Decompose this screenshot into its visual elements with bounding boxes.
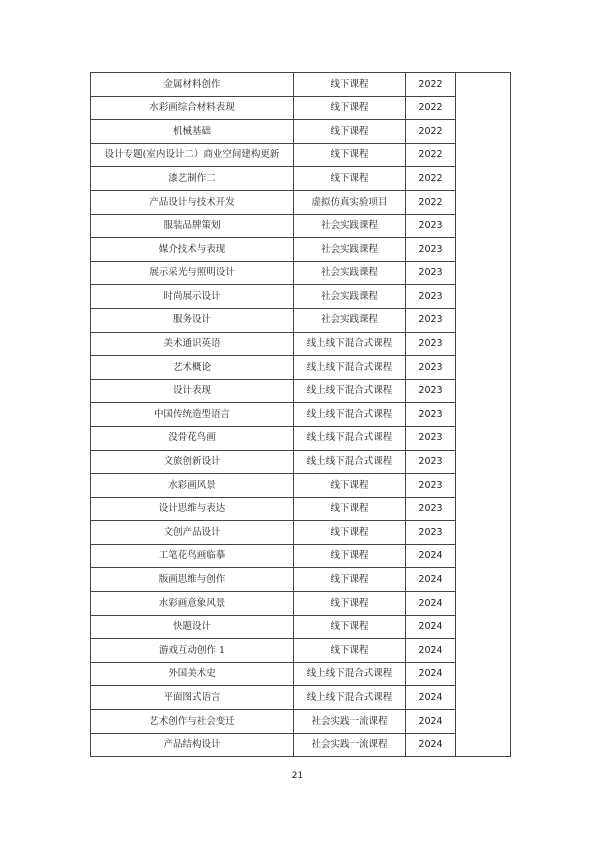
table-row — [91, 662, 511, 686]
course-type-cell: 社会实践一流课程 — [294, 710, 406, 734]
course-year-cell: 2024 — [406, 733, 456, 757]
merged-empty-cell — [456, 73, 511, 757]
course-name-cell: 文创产品设计 — [91, 521, 294, 545]
course-name-cell: 艺术创作与社会变迁 — [91, 710, 294, 734]
course-name-cell: 水彩画综合材料表现 — [91, 96, 294, 120]
course-year-cell: 2023 — [406, 521, 456, 545]
course-year-cell: 2023 — [406, 426, 456, 450]
table-row — [91, 96, 511, 120]
table-row — [91, 167, 511, 191]
course-name-cell: 水彩画风景 — [91, 474, 294, 498]
course-table — [90, 72, 511, 757]
table-row — [91, 238, 511, 262]
course-name-cell: 设计表现 — [91, 379, 294, 403]
course-type-cell: 线下课程 — [294, 96, 406, 120]
course-name-cell: 时尚展示设计 — [91, 285, 294, 309]
table-row — [91, 143, 511, 167]
table-row — [91, 190, 511, 214]
table-row — [91, 285, 511, 309]
course-year-cell: 2023 — [406, 238, 456, 262]
course-year-cell: 2024 — [406, 662, 456, 686]
course-year-cell: 2024 — [406, 686, 456, 710]
course-type-cell: 线下课程 — [294, 120, 406, 144]
course-type-cell: 社会实践一流课程 — [294, 733, 406, 757]
course-name-cell: 媒介技术与表现 — [91, 238, 294, 262]
course-type-cell: 社会实践课程 — [294, 238, 406, 262]
table-row — [91, 544, 511, 568]
table-row — [91, 73, 511, 97]
page-number: 21 — [291, 771, 304, 781]
course-type-cell: 线下课程 — [294, 639, 406, 663]
course-year-cell: 2024 — [406, 544, 456, 568]
course-type-cell: 线下课程 — [294, 143, 406, 167]
table-row — [91, 521, 511, 545]
course-name-cell: 快题设计 — [91, 615, 294, 639]
course-name-cell: 服装品牌策划 — [91, 214, 294, 238]
table-row — [91, 568, 511, 592]
course-name-cell: 金属材料创作 — [91, 73, 294, 97]
course-year-cell: 2024 — [406, 615, 456, 639]
course-type-cell: 线下课程 — [294, 167, 406, 191]
course-year-cell: 2023 — [406, 474, 456, 498]
course-year-cell: 2023 — [406, 332, 456, 356]
course-table-body — [91, 73, 511, 757]
course-year-cell: 2022 — [406, 96, 456, 120]
course-type-cell: 线上线下混合式课程 — [294, 403, 406, 427]
table-row — [91, 710, 511, 734]
course-type-cell: 社会实践课程 — [294, 261, 406, 285]
course-type-cell: 虚拟仿真实验项目 — [294, 190, 406, 214]
course-name-cell: 设计思维与表达 — [91, 497, 294, 521]
course-type-cell: 线下课程 — [294, 73, 406, 97]
table-row — [91, 332, 511, 356]
course-year-cell: 2023 — [406, 403, 456, 427]
table-row — [91, 214, 511, 238]
table-row — [91, 450, 511, 474]
course-name-cell: 设计专题(室内设计二）商业空间建构更新 — [91, 143, 294, 167]
course-year-cell: 2024 — [406, 568, 456, 592]
course-year-cell: 2022 — [406, 73, 456, 97]
course-type-cell: 线上线下混合式课程 — [294, 332, 406, 356]
table-row — [91, 474, 511, 498]
course-name-cell: 文旅创新设计 — [91, 450, 294, 474]
course-year-cell: 2023 — [406, 308, 456, 332]
course-type-cell: 线上线下混合式课程 — [294, 379, 406, 403]
course-year-cell: 2024 — [406, 710, 456, 734]
course-name-cell: 平面图式语言 — [91, 686, 294, 710]
course-year-cell: 2023 — [406, 356, 456, 380]
course-year-cell: 2024 — [406, 639, 456, 663]
course-type-cell: 线上线下混合式课程 — [294, 426, 406, 450]
course-name-cell: 版画思维与创作 — [91, 568, 294, 592]
course-year-cell: 2023 — [406, 261, 456, 285]
course-name-cell: 产品结构设计 — [91, 733, 294, 757]
course-type-cell: 线上线下混合式课程 — [294, 356, 406, 380]
course-year-cell: 2023 — [406, 497, 456, 521]
course-year-cell: 2022 — [406, 167, 456, 191]
table-row — [91, 592, 511, 616]
course-name-cell: 产品设计与技术开发 — [91, 190, 294, 214]
course-name-cell: 中国传统造型语言 — [91, 403, 294, 427]
course-name-cell: 展示采光与照明设计 — [91, 261, 294, 285]
table-row — [91, 403, 511, 427]
course-year-cell: 2023 — [406, 285, 456, 309]
table-row — [91, 639, 511, 663]
course-name-cell: 工笔花鸟画临摹 — [91, 544, 294, 568]
course-year-cell: 2024 — [406, 592, 456, 616]
course-name-cell: 机械基础 — [91, 120, 294, 144]
course-name-cell: 游戏互动创作 1 — [91, 639, 294, 663]
course-type-cell: 线上线下混合式课程 — [294, 662, 406, 686]
table-row — [91, 615, 511, 639]
course-type-cell: 线下课程 — [294, 521, 406, 545]
course-name-cell: 水彩画意象风景 — [91, 592, 294, 616]
table-row — [91, 356, 511, 380]
course-name-cell: 服务设计 — [91, 308, 294, 332]
table-row — [91, 308, 511, 332]
course-type-cell: 线下课程 — [294, 568, 406, 592]
course-type-cell: 线下课程 — [294, 497, 406, 521]
course-type-cell: 线上线下混合式课程 — [294, 686, 406, 710]
course-name-cell: 漆艺制作二 — [91, 167, 294, 191]
course-year-cell: 2023 — [406, 379, 456, 403]
course-name-cell: 没骨花鸟画 — [91, 426, 294, 450]
course-year-cell: 2022 — [406, 120, 456, 144]
course-year-cell: 2022 — [406, 143, 456, 167]
course-type-cell: 线下课程 — [294, 544, 406, 568]
table-row — [91, 120, 511, 144]
course-type-cell: 线上线下混合式课程 — [294, 450, 406, 474]
course-year-cell: 2023 — [406, 450, 456, 474]
table-row — [91, 497, 511, 521]
course-name-cell: 艺术概论 — [91, 356, 294, 380]
table-row — [91, 733, 511, 757]
course-type-cell: 线下课程 — [294, 474, 406, 498]
course-type-cell: 线下课程 — [294, 592, 406, 616]
table-row — [91, 379, 511, 403]
course-type-cell: 社会实践课程 — [294, 214, 406, 238]
course-type-cell: 社会实践课程 — [294, 308, 406, 332]
course-type-cell: 线下课程 — [294, 615, 406, 639]
course-year-cell: 2022 — [406, 190, 456, 214]
table-row — [91, 426, 511, 450]
course-type-cell: 社会实践课程 — [294, 285, 406, 309]
table-row — [91, 261, 511, 285]
course-name-cell: 美术通识英语 — [91, 332, 294, 356]
course-name-cell: 外国美术史 — [91, 662, 294, 686]
course-year-cell: 2023 — [406, 214, 456, 238]
table-row — [91, 686, 511, 710]
